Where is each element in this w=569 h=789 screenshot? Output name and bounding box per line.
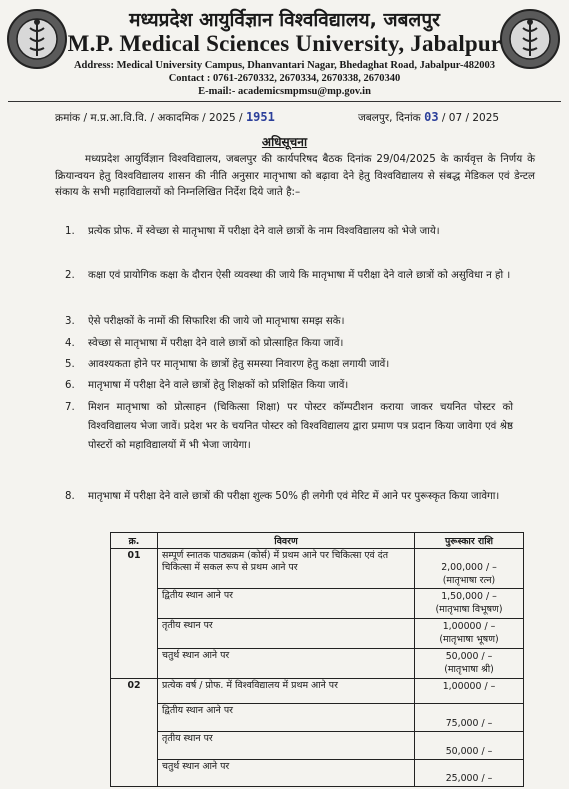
group-serial: 01 <box>111 549 158 679</box>
item-text: स्वेच्छा से मातृभाषा में परीक्षा देने वाले छात्रों को प्रोत्साहित किया जावें। <box>88 338 344 349</box>
row-prize <box>415 619 524 649</box>
table-row <box>111 589 524 619</box>
row-prize <box>415 649 524 679</box>
row-prize <box>415 760 524 787</box>
list-item <box>65 376 513 395</box>
date-handwritten-day: 03 <box>424 110 439 124</box>
email-line: E-mail:- academicsmpmsu@mp.gov.in <box>198 86 371 97</box>
table-header-row <box>111 533 524 549</box>
row-description: द्वितीय स्थान आने पर <box>158 589 415 619</box>
prize-amount: 1,00000 / – <box>442 681 496 692</box>
row-description: प्रत्येक वर्ष / प्रोफ. में विश्वविद्यालय में प्रथम आने पर <box>158 679 415 704</box>
list-item <box>65 222 513 241</box>
notification-title: अधिसूचना <box>261 135 308 149</box>
row-prize <box>415 732 524 760</box>
list-item <box>65 266 513 285</box>
column-header-serial: क्र. <box>111 533 158 549</box>
list-item <box>65 334 513 353</box>
list-item <box>65 398 513 455</box>
item-text: मिशन मातृभाषा को प्रोत्साहन (चिकित्सा शिक्षा) पर पोस्टर कॉम्पटीशन कराया जाकर चयनित पोस्टर को विश्वविद्यालय भेजा जावें। प्रदेश भर के चयनित पोस्टर को विश्वविद्यालय द्वारा प्रमाण पत्र प्रदान किया जावेगा एवं श्रेष्ठ पोस्टरों को महाविद्यालयों में भी भेजा जायेगा। <box>88 402 513 451</box>
row-description: सम्पूर्ण स्नातक पाठ्यक्रम (कोर्स) में प्रथम आने पर चिकित्सा एवं दंत चिकित्सा में सकल रूप से प्रथम आने पर <box>158 549 415 589</box>
table-row <box>111 549 524 589</box>
row-prize <box>415 704 524 732</box>
prize-amount: 75,000 / – <box>445 718 493 729</box>
table-row <box>111 704 524 732</box>
university-name-hindi: मध्यप्रदेश आयुर्विज्ञान विश्वविद्यालय, जबलपुर <box>129 9 440 31</box>
group-serial: 02 <box>111 679 158 787</box>
prize-table <box>110 532 524 787</box>
item-number: 3. <box>65 316 75 327</box>
row-description: चतुर्थ स्थान आने पर <box>158 649 415 679</box>
item-text: ऐसे परीक्षकों के नामों की सिफारिश की जाये जो मातृभाषा समझ सके। <box>88 316 345 327</box>
row-description: द्वितीय स्थान आने पर <box>158 704 415 732</box>
table-row <box>111 732 524 760</box>
item-number: 2. <box>65 270 75 281</box>
reference-number <box>55 110 275 125</box>
list-item <box>65 487 513 506</box>
list-item <box>65 355 513 374</box>
column-header-prize-amount: पुरूस्कार राशि <box>415 533 524 549</box>
prize-title: (मातृभाषा रत्न) <box>442 575 496 586</box>
table-row <box>111 760 524 787</box>
prize-amount: 1,50,000 / – <box>441 591 497 602</box>
prize-amount: 25,000 / – <box>445 773 493 784</box>
prize-title: (मातृभाषा विभूषण) <box>435 604 503 615</box>
row-prize <box>415 679 524 704</box>
item-number: 6. <box>65 380 75 391</box>
university-name-english: M.P. Medical Sciences University, Jabalpur <box>67 31 502 56</box>
table-row <box>111 649 524 679</box>
intro-paragraph: मध्यप्रदेश आयुर्विज्ञान विश्वविद्यालय, जबलपुर की कार्यपरिषद बैठक दिनांक 29/04/2025 के कार्यवृत्त के निर्णय के क्रियान्वयन हेतु विश्वविद्यालय शासन की नीति अनुसार मातृभाषा को बढ़ावा देने हेतु विश्वविद्यालय से संबद्ध मेडिकल एवं डेन्टल संकाय के सभी महाविद्यालयों को निम्नलिखित निर्देश दिये जाते है:– <box>55 153 535 198</box>
row-prize <box>415 589 524 619</box>
contact-line: Contact : 0761-2670332, 2670334, 2670338, 2670340 <box>168 73 401 84</box>
item-number: 5. <box>65 359 75 370</box>
item-number: 1. <box>65 226 75 237</box>
date-suffix: / 07 / 2025 <box>441 112 500 124</box>
row-description: तृतीय स्थान पर <box>158 619 415 649</box>
item-text: मातृभाषा में परीक्षा देने वाले छात्रों हेतु शिक्षकों को प्रशिक्षित किया जावें। <box>88 380 349 391</box>
item-text: कक्षा एवं प्रायोगिक कक्षा के दौरान ऐसी व्यवस्था की जाये कि मातृभाषा में परीक्षा देने वाले छात्रों को असुविधा न हो । <box>88 270 511 281</box>
item-text: आवश्यकता होने पर मातृभाषा के छात्रों हेतु समस्या निवारण हेतु कक्षा लगायी जावें। <box>88 359 390 370</box>
table-row <box>111 679 524 704</box>
item-text: मातृभाषा में परीक्षा देने वाले छात्रों की परीक्षा शुल्क 50% ही लगेगी एवं मेरिट में आने पर पुरूस्कृत किया जावेगा। <box>88 491 500 502</box>
list-item <box>65 312 513 331</box>
reference-prefix: क्रमांक / म.प्र.आ.वि.वि. / अकादमिक / 2025 / <box>55 112 243 124</box>
row-description: तृतीय स्थान पर <box>158 732 415 760</box>
address-line: Address: Medical University Campus, Dhanvantari Nagar, Bhedaghat Road, Jabalpur-482003 <box>73 60 496 71</box>
table-row <box>111 619 524 649</box>
prize-amount: 2,00,000 / – <box>441 562 497 573</box>
column-header-description: विवरण <box>158 533 415 549</box>
item-number: 4. <box>65 338 75 349</box>
prize-title: (मातृभाषा भूषण) <box>439 634 499 645</box>
item-number: 8. <box>65 491 75 502</box>
prize-title: (मातृभाषा श्री) <box>444 664 494 675</box>
item-text: प्रत्येक प्रोफ. में स्वेच्छा से मातृभाषा में परीक्षा देने वाले छात्रों के नाम विश्वविद्यालय को भेजे जाये। <box>88 226 440 237</box>
issue-date <box>358 110 499 125</box>
prize-amount: 50,000 / – <box>445 651 493 662</box>
row-description: चतुर्थ स्थान आने पर <box>158 760 415 787</box>
prize-amount: 50,000 / – <box>445 746 493 757</box>
item-number: 7. <box>65 402 75 413</box>
header-divider <box>8 101 561 102</box>
row-prize <box>415 549 524 589</box>
reference-handwritten-number: 1951 <box>245 110 275 124</box>
date-prefix: जबलपुर, दिनांक <box>358 112 421 124</box>
prize-amount: 1,00000 / – <box>442 621 496 632</box>
